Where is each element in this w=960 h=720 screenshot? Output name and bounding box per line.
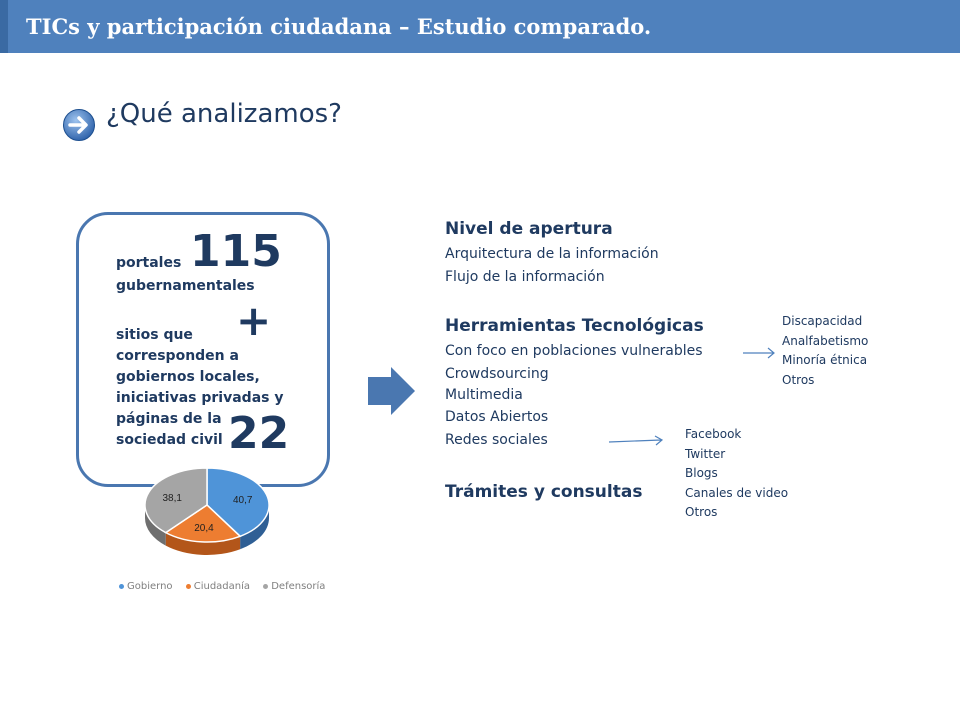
connector-arrow-icon: [742, 347, 776, 359]
legend-marker: [119, 584, 124, 589]
herramientas-heading: Herramientas Tecnológicas: [445, 316, 704, 336]
header-accent: [0, 0, 8, 53]
arrow-right-circle-icon: [62, 108, 96, 142]
sites-line: páginas de la: [116, 411, 222, 427]
legend-label: Ciudadanía: [193, 581, 251, 592]
herramientas-item: Datos Abiertos: [445, 409, 549, 425]
sites-line: gobiernos locales,: [116, 369, 260, 385]
pie-chart: [140, 462, 280, 574]
nivel-item: Arquitectura de la información: [445, 246, 659, 262]
note-item: Twitter: [685, 446, 726, 461]
portals-number: 115: [190, 226, 282, 277]
note-item: Discapacidad: [782, 314, 863, 328]
legend-item: [119, 581, 173, 592]
pie-value-label: 20,4: [194, 523, 214, 535]
note-item: Minoría étnica: [782, 353, 868, 367]
herramientas-item: Redes sociales: [445, 432, 548, 448]
legend-item: [263, 581, 325, 592]
nivel-item: Flujo de la información: [445, 269, 605, 285]
redes-notes: [685, 425, 788, 523]
tramites-heading: Trámites y consultas: [445, 482, 643, 502]
legend-marker: [263, 584, 268, 589]
connector-arrow-icon: [608, 435, 664, 447]
portals-label-2: gubernamentales: [116, 278, 255, 294]
pie-value-label: 38,1: [162, 493, 182, 505]
portals-label: portales: [116, 255, 182, 271]
section-title: ¿Qué analizamos?: [106, 99, 342, 129]
legend-label: Gobierno: [127, 581, 173, 592]
note-item: Otros: [782, 372, 815, 387]
legend-item: [186, 581, 250, 592]
pie-value-label: 40,7: [232, 494, 253, 506]
herramientas-item: Crowdsourcing: [445, 366, 549, 382]
right-block-arrow-icon: [367, 366, 417, 416]
sites-line: corresponden a: [116, 348, 239, 364]
note-item: Analfabetismo: [782, 333, 869, 348]
header-title: TICs y participación ciudadana – Estudio comparado.: [26, 14, 652, 39]
sites-line: sitios que: [116, 327, 193, 343]
note-item: Facebook: [685, 427, 742, 441]
sites-line: sociedad civil: [116, 432, 223, 448]
nivel-heading: Nivel de apertura: [445, 219, 613, 239]
herramientas-item: Con foco en poblaciones vulnerables: [445, 343, 703, 359]
sites-number: 22: [228, 408, 290, 459]
note-item: Blogs: [685, 466, 718, 480]
vulnerables-notes: [782, 312, 868, 390]
note-item: Otros: [685, 505, 718, 519]
chart-legend: [119, 581, 335, 592]
herramientas-item: Multimedia: [445, 387, 523, 403]
sites-line: iniciativas privadas y: [116, 390, 284, 406]
note-item: Canales de video: [685, 485, 789, 500]
header-bar: [0, 0, 960, 53]
legend-label: Defensoría: [271, 581, 326, 592]
legend-marker: [186, 584, 191, 589]
plus-sign: +: [236, 296, 272, 345]
